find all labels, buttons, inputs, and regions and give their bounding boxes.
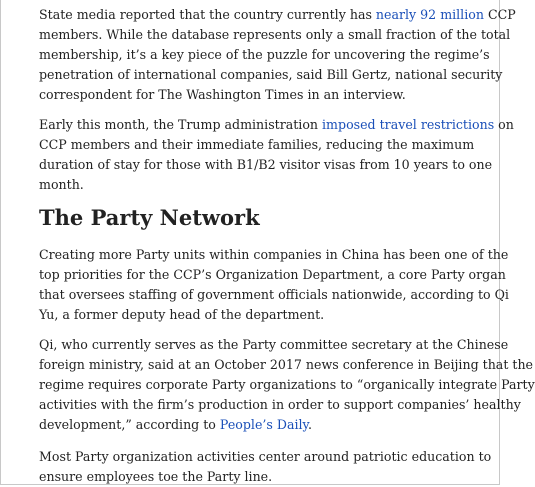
text-segment: that oversees staffing of government officials nationwide, according to Qi	[39, 287, 509, 302]
text-segment: State media reported that the country currently has	[39, 7, 376, 22]
paragraph-travel-restrictions	[39, 115, 514, 195]
text-segment: members. While the database represents only a small fraction of the total	[39, 27, 511, 42]
text-line	[39, 305, 479, 325]
text-line	[39, 415, 479, 435]
text-line	[39, 175, 479, 195]
text-segment: regime requires corporate Party organizations to “organically integrate Party	[39, 377, 535, 392]
text-segment: CCP	[483, 7, 516, 22]
text-segment: correspondent for The Washington Times in an interview.	[39, 87, 406, 102]
paragraph-patriotic-education	[39, 447, 492, 487]
text-line	[39, 25, 511, 45]
inline-link[interactable]: imposed travel restrictions	[322, 117, 495, 132]
text-line	[39, 265, 506, 285]
text-segment: Creating more Party units within companies in China has been one of the	[39, 247, 509, 262]
text-segment: Qi, who currently serves as the Party committee secretary at the Chinese	[39, 337, 509, 352]
text-segment: membership, it’s a key piece of the puzzle for uncovering the regime’s	[39, 47, 490, 62]
text-line	[39, 245, 509, 265]
text-segment: Yu, a former deputy head of the department.	[39, 307, 325, 322]
text-segment: activities with the firm’s production in order to support companies’ healthy	[39, 397, 521, 412]
text-segment: foreign ministry, said at an October 2017 news conference in Beijing that the	[39, 357, 534, 372]
text-segment: on	[494, 117, 514, 132]
text-line	[39, 115, 514, 135]
text-segment: duration of stay for those with B1/B2 visitor visas from 10 years to one	[39, 157, 493, 172]
text-line	[39, 285, 509, 305]
text-segment: penetration of international companies, said Bill Gertz, national security	[39, 67, 503, 82]
text-line	[39, 5, 516, 25]
text-line	[39, 467, 479, 487]
text-segment: CCP members and their immediate families, reducing the maximum	[39, 137, 475, 152]
text-segment: Early this month, the Trump administration	[39, 117, 323, 132]
inline-link[interactable]: nearly 92 million	[375, 7, 484, 22]
text-line	[39, 395, 521, 415]
text-segment: Most Party organization activities center around patriotic education to	[39, 449, 492, 464]
text-line	[39, 135, 479, 155]
text-segment: .	[307, 417, 312, 432]
inline-link[interactable]: People’s Daily	[219, 417, 308, 432]
paragraph-ccp-members	[39, 5, 516, 105]
section-heading-party-network: The Party Network	[39, 205, 260, 230]
text-line	[39, 335, 509, 355]
text-segment: top priorities for the CCP’s Organization Department, a core Party organ	[39, 267, 506, 282]
text-line	[39, 65, 503, 85]
paragraph-party-units	[39, 245, 509, 325]
text-segment: month.	[39, 177, 84, 192]
text-line	[39, 447, 492, 467]
text-line	[39, 355, 534, 375]
text-line	[39, 45, 490, 65]
text-line	[39, 375, 535, 395]
text-segment: ensure employees toe the Party line.	[39, 469, 273, 484]
paragraph-qi-quote	[39, 335, 535, 435]
text-segment: development,” according to	[39, 417, 220, 432]
text-line	[39, 155, 493, 175]
text-line	[39, 85, 479, 105]
